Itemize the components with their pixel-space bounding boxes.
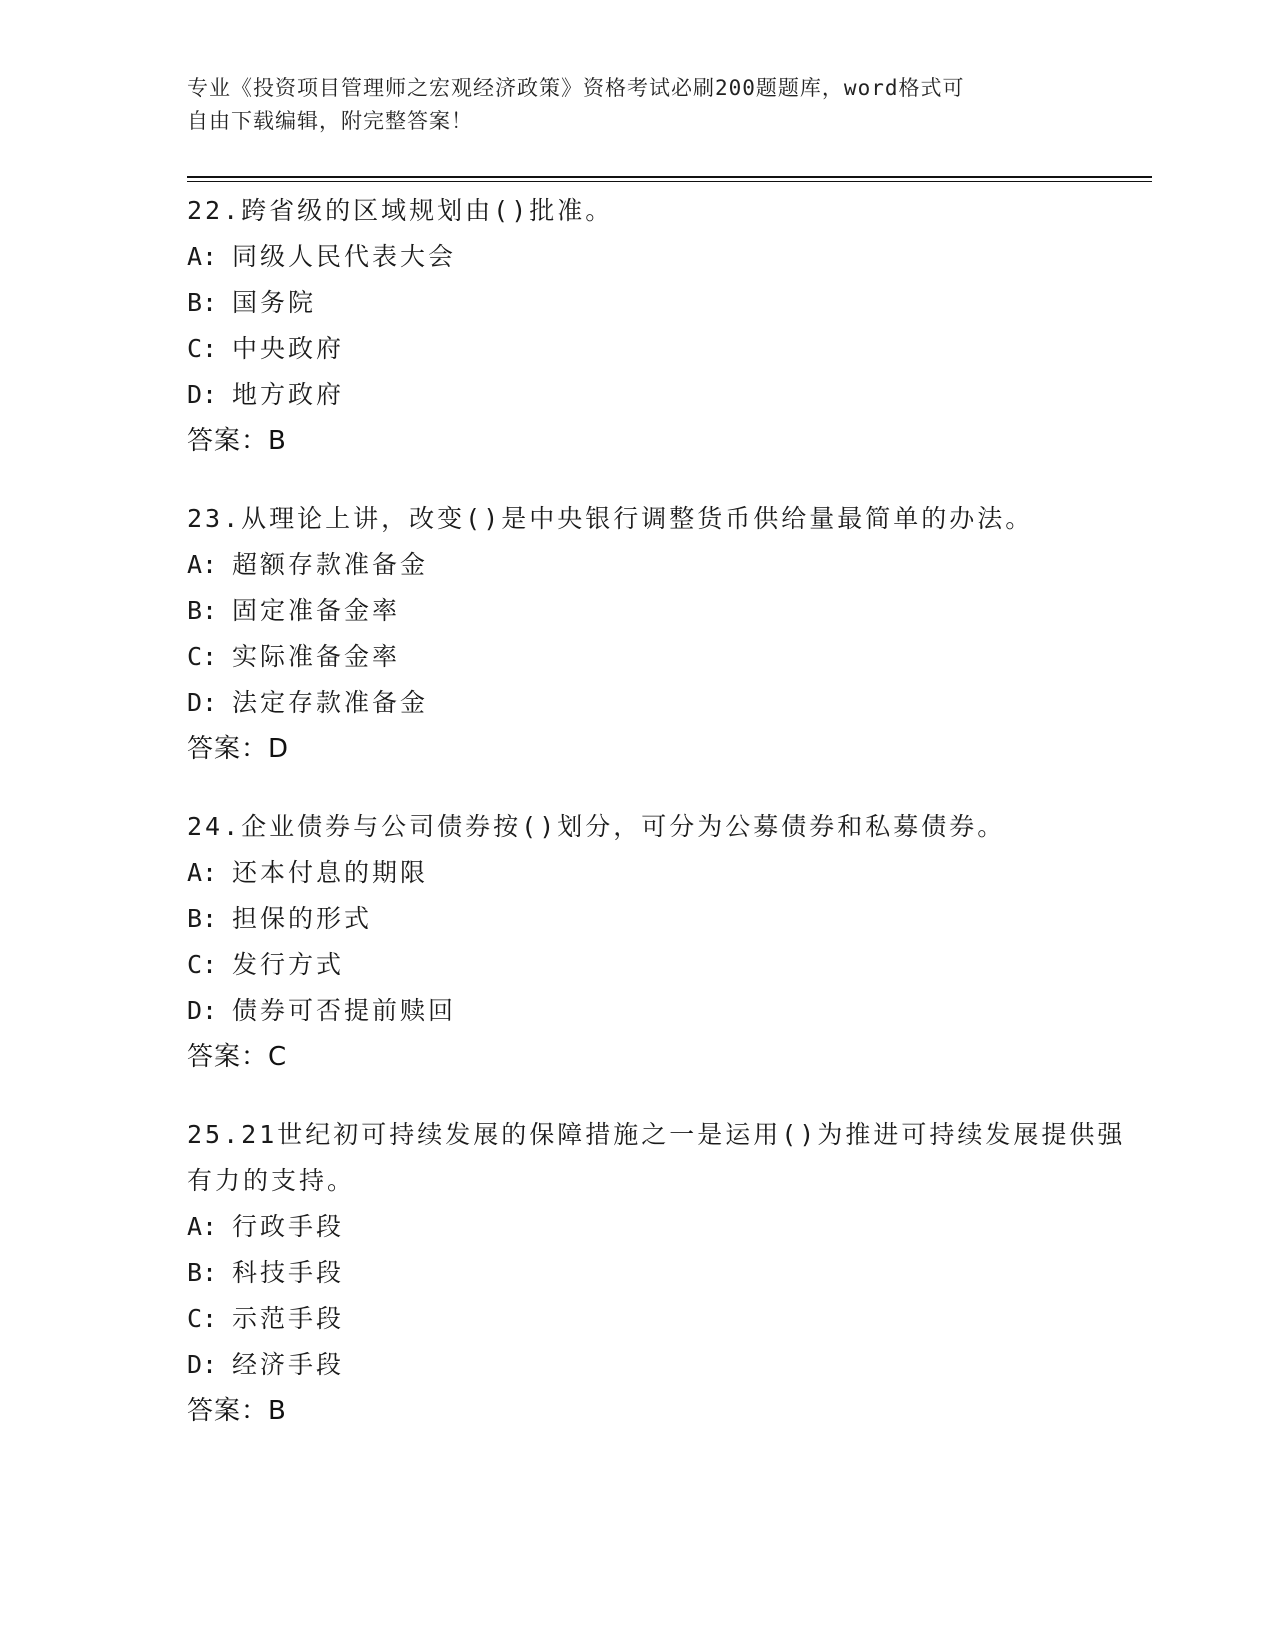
option-text: 行政手段: [232, 1212, 345, 1241]
question-stem: 22.跨省级的区域规划由()批准。: [187, 196, 614, 225]
option-b: [187, 896, 1152, 942]
option-text: 经济手段: [232, 1350, 345, 1379]
question-25: [187, 1112, 1152, 1434]
option-d: [187, 680, 1152, 726]
question-stem: 23.从理论上讲，改变()是中央银行调整货币供给量最简单的办法。: [187, 504, 1034, 533]
option-key: B:: [187, 904, 218, 933]
question-23: [187, 496, 1152, 772]
option-text: 示范手段: [232, 1304, 345, 1333]
option-c: [187, 942, 1152, 988]
option-key: C:: [187, 950, 218, 979]
option-key: D:: [187, 996, 218, 1025]
header-line-1: 专业《投资项目管理师之宏观经济政策》资格考试必刷200题题库，word格式可: [187, 76, 965, 100]
header-divider-thick: [187, 176, 1152, 178]
option-text: 还本付息的期限: [232, 858, 429, 887]
option-a: [187, 850, 1152, 896]
option-a: [187, 1204, 1152, 1250]
option-key: B:: [187, 596, 218, 625]
option-text: 科技手段: [232, 1258, 345, 1287]
option-text: 地方政府: [232, 380, 345, 409]
answer-line: 答案：B: [187, 426, 287, 456]
question-list: [187, 188, 1152, 1466]
option-b: [187, 1250, 1152, 1296]
answer-line: 答案：D: [187, 734, 290, 764]
option-c: [187, 1296, 1152, 1342]
option-key: A:: [187, 858, 218, 887]
option-c: [187, 326, 1152, 372]
header-line-2: 自由下载编辑，附完整答案！: [187, 109, 473, 133]
option-text: 实际准备金率: [232, 642, 401, 671]
option-key: B:: [187, 1258, 218, 1287]
option-key: D:: [187, 1350, 218, 1379]
header-divider-thin: [187, 181, 1152, 182]
option-key: A:: [187, 1212, 218, 1241]
option-key: D:: [187, 380, 218, 409]
option-text: 担保的形式: [232, 904, 373, 933]
option-text: 中央政府: [232, 334, 345, 363]
answer-line: 答案：B: [187, 1396, 287, 1426]
option-key: A:: [187, 242, 218, 271]
document-header: [187, 72, 1087, 138]
option-key: D:: [187, 688, 218, 717]
option-text: 国务院: [232, 288, 317, 317]
option-d: [187, 988, 1152, 1034]
question-stem: 24.企业债券与公司债券按()划分，可分为公募债券和私募债券。: [187, 812, 1006, 841]
option-d: [187, 1342, 1152, 1388]
option-list: [187, 850, 1152, 1034]
option-list: [187, 1204, 1152, 1388]
question-24: [187, 804, 1152, 1080]
option-key: B:: [187, 288, 218, 317]
question-22: [187, 188, 1152, 464]
option-a: [187, 234, 1152, 280]
option-text: 固定准备金率: [232, 596, 401, 625]
option-text: 法定存款准备金: [232, 688, 429, 717]
option-text: 发行方式: [232, 950, 345, 979]
option-b: [187, 588, 1152, 634]
option-key: A:: [187, 550, 218, 579]
option-a: [187, 542, 1152, 588]
option-list: [187, 542, 1152, 726]
answer-line: 答案：C: [187, 1042, 288, 1072]
option-c: [187, 634, 1152, 680]
option-text: 同级人民代表大会: [232, 242, 457, 271]
option-d: [187, 372, 1152, 418]
option-key: C:: [187, 642, 218, 671]
option-text: 债券可否提前赎回: [232, 996, 457, 1025]
option-key: C:: [187, 1304, 218, 1333]
option-b: [187, 280, 1152, 326]
option-list: [187, 234, 1152, 418]
option-text: 超额存款准备金: [232, 550, 429, 579]
question-stem: 25.21世纪初可持续发展的保障措施之一是运用()为推进可持续发展提供强有力的支持。: [187, 1120, 1126, 1195]
option-key: C:: [187, 334, 218, 363]
